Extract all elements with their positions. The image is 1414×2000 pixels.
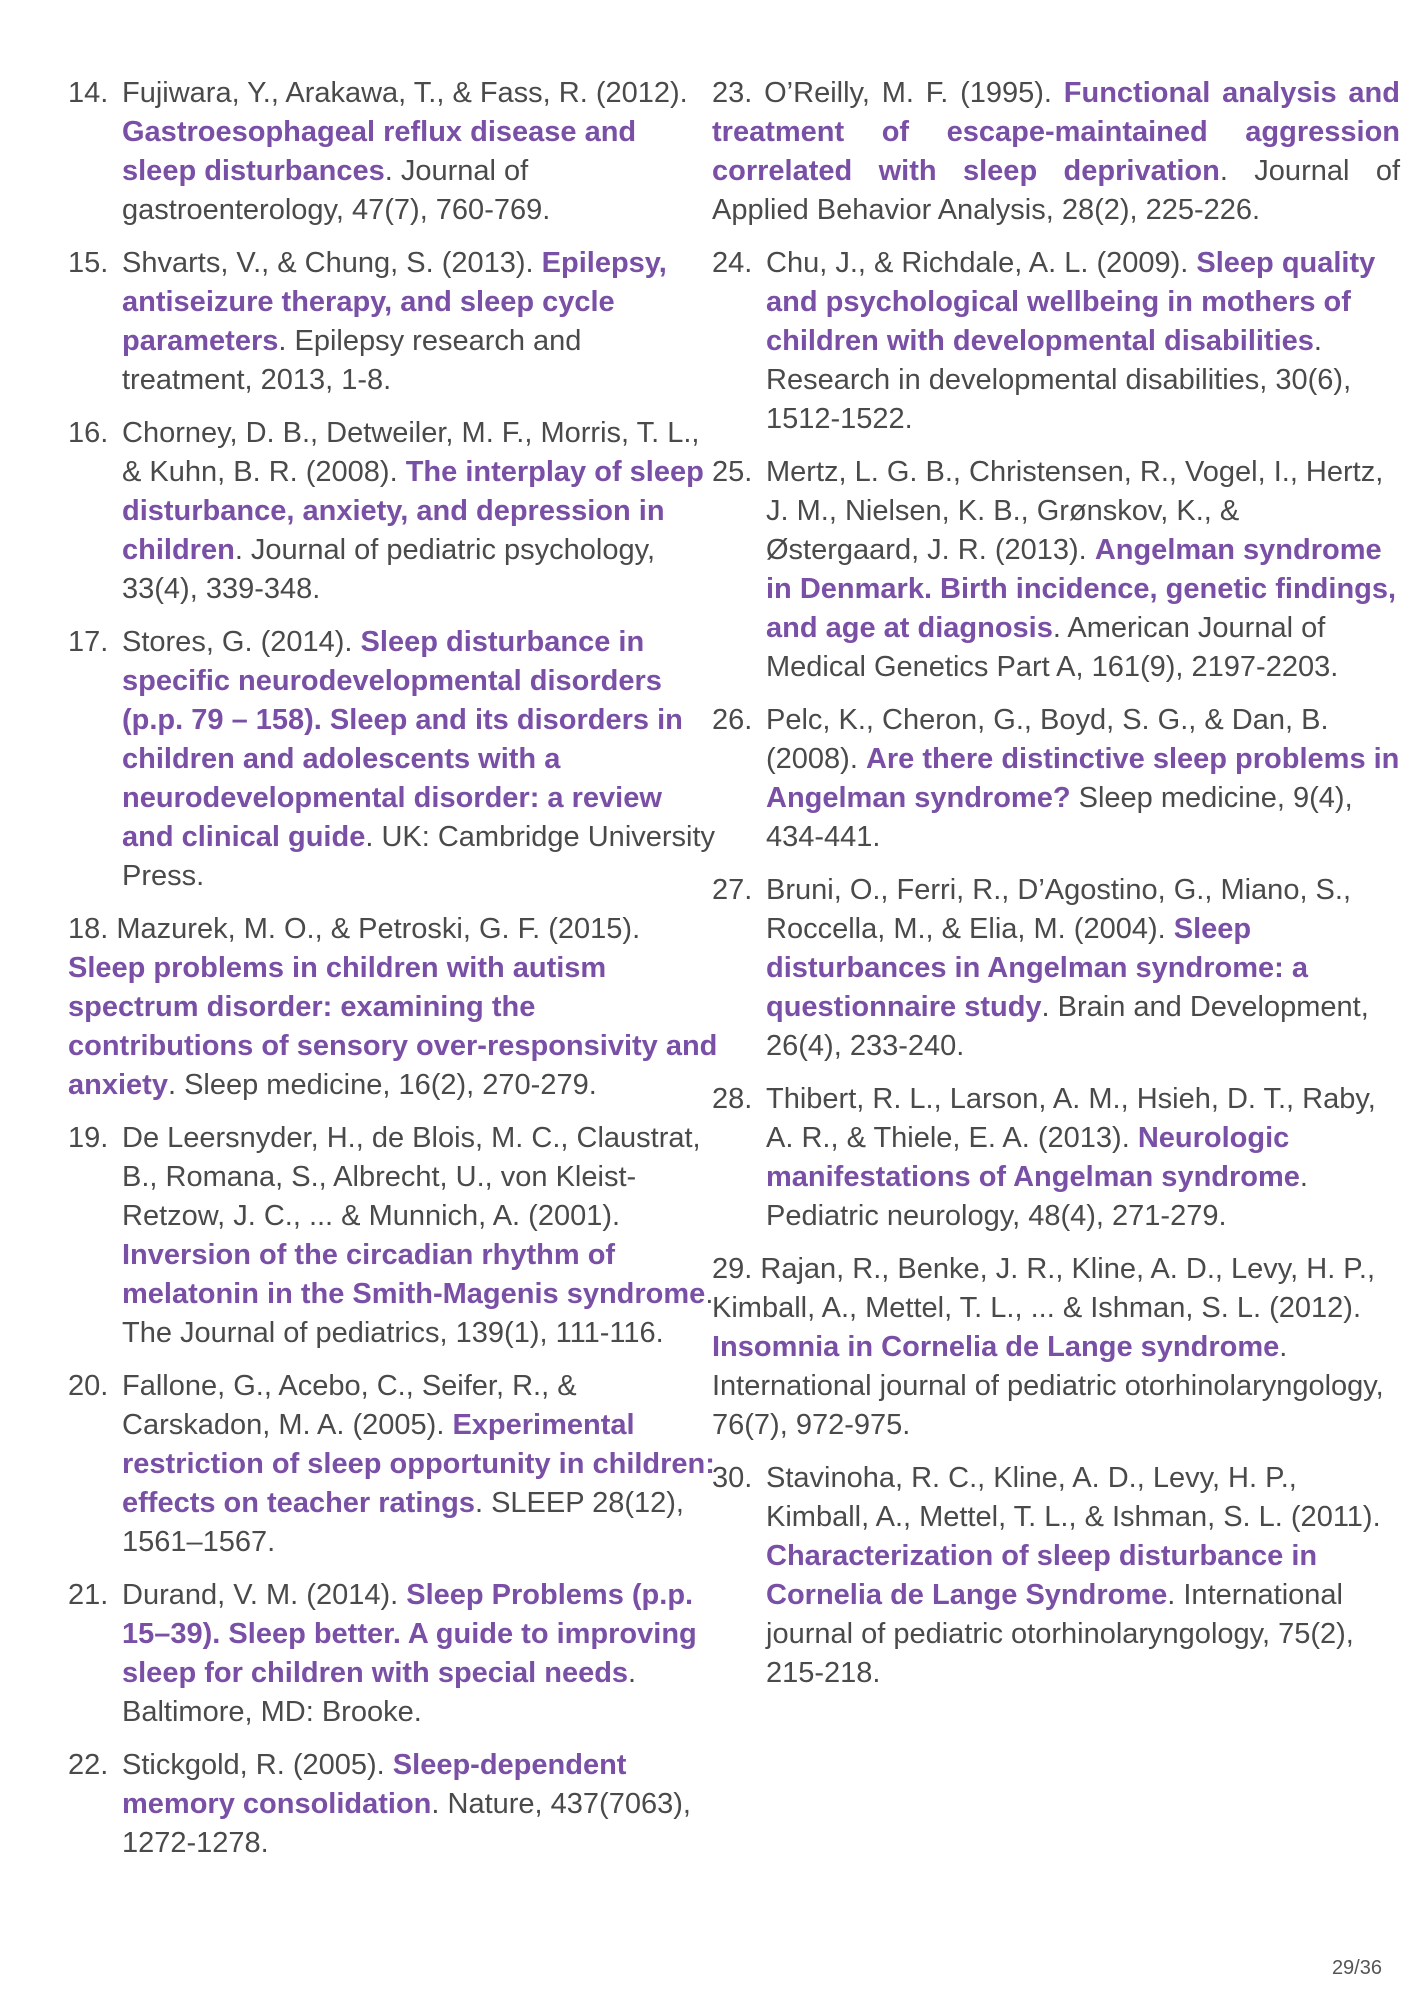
reference-source: Sleep medicine, 9(4), 434-441. bbox=[766, 782, 1353, 853]
reference-number: 14. bbox=[68, 77, 109, 109]
page-number: 29/36 bbox=[1331, 1957, 1382, 1979]
reference-16 bbox=[68, 414, 718, 609]
reference-17 bbox=[68, 623, 718, 896]
reference-title: Sleep problems in children with autism spectrum disorder: examining the contributions of sensory over-responsivity and anxiety bbox=[68, 952, 718, 1101]
reference-authors: Pelc, K., Cheron, G., Boyd, S. G., & Dan, B. (2008). bbox=[766, 704, 1329, 775]
reference-source: . UK: Cambridge University Press. bbox=[122, 821, 716, 892]
reference-title: Experimental restriction of sleep opportunity in children: effects on teacher ratings bbox=[122, 1409, 715, 1519]
reference-number: 17. bbox=[68, 626, 109, 658]
reference-title: Sleep-dependent memory consolidation bbox=[122, 1749, 627, 1820]
reference-title: Are there distinctive sleep problems in Angelman syndrome? bbox=[766, 743, 1400, 814]
reference-title: Gastroesophageal reflux disease and sleep disturbances bbox=[122, 116, 637, 187]
reference-authors: Stavinoha, R. C., Kline, A. D., Levy, H. P., Kimball, A., Mettel, T. L., & Ishman, S. L. (2011). bbox=[766, 1462, 1381, 1533]
reference-29 bbox=[712, 1250, 1400, 1445]
reference-source: . Pediatric neurology, 48(4), 271-279. bbox=[766, 1161, 1308, 1232]
reference-20 bbox=[68, 1367, 718, 1562]
reference-24 bbox=[712, 244, 1400, 439]
reference-22 bbox=[68, 1746, 718, 1863]
reference-source: . Epilepsy research and treatment, 2013, 1-8. bbox=[122, 325, 582, 396]
reference-source: . International journal of pediatric otorhinolaryngology, 76(7), 972-975. bbox=[712, 1331, 1384, 1441]
reference-number: 24. bbox=[712, 247, 753, 279]
reference-27 bbox=[712, 871, 1400, 1066]
reference-source: . Journal of pediatric psychology, 33(4), 339-348. bbox=[122, 534, 656, 605]
reference-number: 19. bbox=[68, 1122, 109, 1154]
reference-authors: Chorney, D. B., Detweiler, M. F., Morris, T. L., & Kuhn, B. R. (2008). bbox=[122, 417, 700, 488]
reference-source: . SLEEP 28(12), 1561–1567. bbox=[122, 1487, 684, 1558]
reference-source: . The Journal of pediatrics, 139(1), 111-116. bbox=[122, 1278, 714, 1349]
reference-number: 18. bbox=[68, 913, 109, 945]
reference-title: Sleep quality and psychological wellbeing in mothers of children with developmental disabilities bbox=[766, 247, 1376, 357]
reference-source: . Journal of gastroenterology, 47(7), 760-769. bbox=[122, 155, 551, 226]
reference-title: Neurologic manifestations of Angelman syndrome bbox=[766, 1122, 1300, 1193]
reference-authors: Fujiwara, Y., Arakawa, T., & Fass, R. (2012). bbox=[122, 77, 688, 109]
reference-authors: Stores, G. (2014). bbox=[122, 626, 361, 658]
reference-15 bbox=[68, 244, 718, 400]
reference-authors: Mazurek, M. O., & Petroski, G. F. (2015). bbox=[116, 913, 641, 945]
reference-authors: Fallone, G., Acebo, C., Seifer, R., & Carskadon, M. A. (2005). bbox=[122, 1370, 577, 1441]
reference-14 bbox=[68, 74, 718, 230]
reference-18 bbox=[68, 910, 718, 1105]
reference-26 bbox=[712, 701, 1400, 857]
reference-authors: Thibert, R. L., Larson, A. M., Hsieh, D. T., Raby, A. R., & Thiele, E. A. (2013). bbox=[766, 1083, 1376, 1154]
reference-number: 26. bbox=[712, 704, 753, 736]
reference-30 bbox=[712, 1459, 1400, 1693]
reference-title: Sleep disturbances in Angelman syndrome: a questionnaire study bbox=[766, 913, 1308, 1023]
reference-source: . Journal of Applied Behavior Analysis, 28(2), 225-226. bbox=[712, 155, 1400, 226]
reference-number: 21. bbox=[68, 1579, 109, 1611]
reference-title: The interplay of sleep disturbance, anxiety, and depression in children bbox=[122, 456, 704, 566]
reference-number: 15. bbox=[68, 247, 109, 279]
reference-number: 23. bbox=[712, 77, 753, 109]
reference-authors: Shvarts, V., & Chung, S. (2013). bbox=[122, 247, 542, 279]
reference-title: Epilepsy, antiseizure therapy, and sleep cycle parameters bbox=[122, 247, 667, 357]
reference-21 bbox=[68, 1576, 718, 1732]
reference-authors: Mertz, L. G. B., Christensen, R., Vogel, I., Hertz, J. M., Nielsen, K. B., Grønskov, K., & Østergaard, J. R. (2013). bbox=[766, 456, 1384, 566]
reference-authors: Stickgold, R. (2005). bbox=[122, 1749, 393, 1781]
references-right-column bbox=[712, 74, 1400, 1707]
reference-title: Sleep disturbance in specific neurodevelopmental disorders (p.p. 79 – 158). Sleep and its disorders in children and adolescents with a neurodevelopmental disorder: a review and clinical guide bbox=[122, 626, 683, 853]
reference-source: . Sleep medicine, 16(2), 270-279. bbox=[167, 1069, 597, 1101]
reference-authors: De Leersnyder, H., de Blois, M. C., Claustrat, B., Romana, S., Albrecht, U., von Kleist-Retzow, J. C., ... & Munnich, A. (2001). bbox=[122, 1122, 701, 1232]
reference-19 bbox=[68, 1119, 718, 1353]
references-left-column bbox=[68, 74, 718, 1877]
reference-number: 25. bbox=[712, 456, 753, 488]
reference-number: 30. bbox=[712, 1462, 753, 1494]
reference-source: . International journal of pediatric otorhinolaryngology, 75(2), 215-218. bbox=[766, 1579, 1354, 1689]
reference-number: 20. bbox=[68, 1370, 109, 1402]
reference-number: 29. bbox=[712, 1253, 753, 1285]
reference-28 bbox=[712, 1080, 1400, 1236]
reference-number: 27. bbox=[712, 874, 753, 906]
reference-authors: O’Reilly, M. F. (1995). bbox=[764, 77, 1064, 109]
reference-title: Inversion of the circadian rhythm of melatonin in the Smith-Magenis syndrome bbox=[122, 1239, 706, 1310]
reference-title: Angelman syndrome in Denmark. Birth incidence, genetic findings, and age at diagnosis bbox=[766, 534, 1397, 644]
reference-source: . Baltimore, MD: Brooke. bbox=[122, 1657, 637, 1728]
reference-title: Sleep Problems (p.p. 15–39). Sleep better. A guide to improving sleep for children with special needs bbox=[122, 1579, 697, 1689]
reference-source: . Research in developmental disabilities, 30(6), 1512-1522. bbox=[766, 325, 1352, 435]
reference-source: . American Journal of Medical Genetics Part A, 161(9), 2197-2203. bbox=[766, 612, 1339, 683]
reference-23 bbox=[712, 74, 1400, 230]
reference-number: 22. bbox=[68, 1749, 109, 1781]
reference-title: Functional analysis and treatment of escape-maintained aggression correlated with sleep deprivation bbox=[712, 77, 1400, 187]
reference-authors: Durand, V. M. (2014). bbox=[122, 1579, 407, 1611]
reference-number: 16. bbox=[68, 417, 109, 449]
reference-authors: Bruni, O., Ferri, R., D’Agostino, G., Miano, S., Roccella, M., & Elia, M. (2004). bbox=[766, 874, 1352, 945]
reference-title: Insomnia in Cornelia de Lange syndrome bbox=[712, 1331, 1280, 1363]
reference-number: 28. bbox=[712, 1083, 753, 1115]
reference-source: . Brain and Development, 26(4), 233-240. bbox=[766, 991, 1369, 1062]
reference-25 bbox=[712, 453, 1400, 687]
reference-authors: Rajan, R., Benke, J. R., Kline, A. D., Levy, H. P., Kimball, A., Mettel, T. L., ... & Ishman, S. L. (2012). bbox=[712, 1253, 1376, 1324]
reference-title: Characterization of sleep disturbance in Cornelia de Lange Syndrome bbox=[766, 1540, 1318, 1611]
reference-authors: Chu, J., & Richdale, A. L. (2009). bbox=[766, 247, 1197, 279]
reference-source: . Nature, 437(7063), 1272-1278. bbox=[122, 1788, 691, 1859]
